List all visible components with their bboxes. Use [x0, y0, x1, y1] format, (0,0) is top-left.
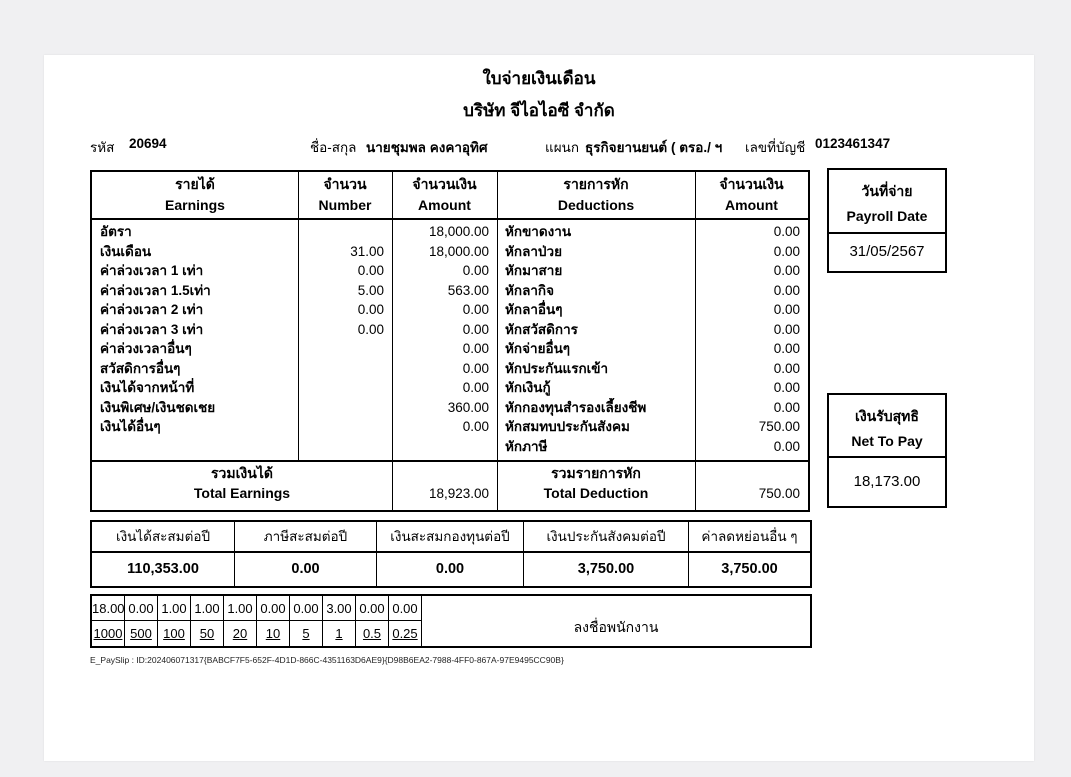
earnings-row-number: 0.00: [357, 263, 384, 278]
deduction-row-label: หักสวัสดิการ: [505, 321, 578, 337]
account-number-value: 0123461347: [815, 136, 891, 151]
deduction-row-amount: 0.00: [773, 321, 800, 337]
earnings-row-amount: 563.00: [447, 282, 489, 298]
department-label: แผนก: [545, 140, 580, 155]
earnings-row-amount: 0.00: [462, 360, 489, 376]
company-name: บริษัท จีไอไอซี จำกัด: [463, 101, 615, 120]
denomination-count: 0.00: [257, 596, 290, 621]
payroll-date-value: 31/05/2567: [849, 243, 925, 260]
denomination-value: 100: [158, 621, 191, 646]
payroll-date-label-en: Payroll Date: [846, 208, 928, 224]
denomination-count: 0.00: [125, 596, 158, 621]
deduction-row-amount: 0.00: [773, 263, 800, 278]
payroll-date-label-th: วันที่จ่าย: [861, 183, 913, 199]
deduction-row-label: หักเงินกู้: [505, 380, 551, 395]
account-number-label: เลขที่บัญชี: [745, 140, 806, 155]
earnings-row-label: เงินพิเศษ/เงินชดเชย: [100, 399, 216, 415]
ytd-value-row: [92, 553, 810, 586]
ytd-value-social-security: 3,750.00: [524, 553, 689, 586]
total-earnings-amount: 18,923.00: [428, 486, 489, 501]
total-earnings-label: [92, 463, 392, 503]
net-to-pay-label-en: Net To Pay: [851, 433, 923, 449]
earnings-row-number: [298, 359, 384, 379]
denomination-value: 1000: [92, 621, 125, 646]
deduction-row-amount: 0.00: [773, 380, 800, 395]
denomination-value: 10: [257, 621, 290, 646]
payslip-title: ใบจ่ายเงินเดือน: [482, 69, 596, 88]
total-earnings-label-en: Total Earnings: [193, 485, 291, 501]
ytd-value-other-allowance: 3,750.00: [721, 561, 778, 577]
deduction-row-amount: 0.00: [773, 282, 800, 298]
earnings-row-number: [298, 222, 384, 242]
earnings-row-label: ค่าล่วงเวลา 3 เท่า: [100, 321, 204, 337]
earnings-row-label: อัตรา: [100, 224, 132, 239]
deduction-row-label: หักกองทุนสำรองเลี้ยงชีพ: [505, 399, 647, 415]
col-header-amount2-th: จำนวนเงิน: [719, 176, 784, 192]
payslip-document: [44, 55, 1034, 761]
col-header-deductions: [497, 172, 695, 218]
col-header-number: [298, 172, 392, 218]
total-deduction-amount: 750.00: [758, 486, 800, 501]
earnings-row-number: [298, 398, 384, 418]
ytd-header-other-allowance: ค่าลดหย่อนอื่น ๆ: [701, 529, 798, 544]
deduction-row-amount: 0.00: [773, 360, 800, 376]
col-header-earnings-en: Earnings: [165, 197, 225, 213]
col-header-number-en: Number: [318, 197, 372, 213]
denomination-table: [90, 594, 812, 648]
earnings-row-label: ค่าล่วงเวลา 2 เท่า: [100, 302, 204, 317]
earnings-row-amount: 0.00: [462, 263, 489, 278]
net-to-pay-value: 18,173.00: [853, 473, 921, 490]
earnings-row-label: เงินเดือน: [100, 243, 152, 259]
col-header-deductions-en: Deductions: [557, 197, 635, 213]
earnings-amount-column: [392, 218, 489, 437]
ytd-value-income: 110,353.00: [92, 553, 235, 586]
employee-signature-label: ลงชื่อพนักงาน: [573, 619, 659, 635]
deduction-row-label: หักสมทบประกันสังคม: [505, 419, 630, 434]
deduction-row-label: หักจ่ายอื่นๆ: [505, 341, 571, 356]
employee-code-label: รหัส: [90, 140, 115, 155]
payslip-id-footer: E_PaySlip : ID:202406071317{BABCF7F5-652F-4D1D-866C-4351163D6AE9}{D98B6EA2-7988-4FF0-867A-97E9495CC90B}: [90, 655, 564, 665]
denomination-value: 20: [224, 621, 257, 646]
ytd-header-income: เงินได้สะสมต่อปี: [92, 522, 235, 551]
department-value: ธุรกิจยานยนต์ ( ตรอ./ ฯ: [585, 140, 723, 155]
totals-divider: [92, 460, 808, 462]
earnings-number-column: [298, 218, 384, 437]
denomination-count: 0.00: [356, 596, 389, 621]
col-header-deductions-th: รายการหัก: [563, 176, 629, 192]
deduction-row-label: หักขาดงาน: [505, 224, 572, 239]
earnings-row-amount: 18,000.00: [428, 224, 489, 239]
col-header-earnings: [92, 172, 298, 218]
deduction-row-amount: 0.00: [773, 302, 800, 317]
earnings-row-amount: 0.00: [462, 380, 489, 395]
deduction-row-amount: 0.00: [773, 399, 800, 415]
denomination-count: 1.00: [158, 596, 191, 621]
denomination-count: 0.00: [290, 596, 323, 621]
earnings-label-column: [100, 218, 292, 437]
earnings-row-amount: 0.00: [462, 302, 489, 317]
earnings-row-number: [298, 417, 384, 437]
earnings-row-number: 0.00: [357, 321, 384, 337]
col-header-amount-th: จำนวนเงิน: [412, 176, 477, 192]
total-deduction-label-en: Total Deduction: [543, 485, 649, 501]
earnings-row-number: 0.00: [357, 302, 384, 317]
deductions-amount-column: [695, 218, 800, 456]
deduction-row-amount: 0.00: [773, 341, 800, 356]
earnings-row-label: เงินได้อื่นๆ: [100, 419, 161, 434]
earnings-row-amount: 0.00: [462, 419, 489, 434]
earnings-row-label: เงินได้จากหน้าที่: [100, 380, 195, 395]
denomination-value: 5: [290, 621, 323, 646]
deduction-row-amount: 0.00: [773, 438, 800, 454]
total-deduction-label-th: รวมรายการหัก: [551, 465, 641, 481]
earnings-row-label: สวัสดิการอื่นๆ: [100, 360, 181, 376]
deductions-label-column: [505, 218, 690, 456]
earnings-row-amount: 0.00: [462, 321, 489, 337]
col-header-amount2-en: Amount: [725, 197, 778, 213]
net-to-pay-box: [827, 393, 947, 508]
earnings-row-amount: 0.00: [462, 341, 489, 356]
deduction-row-amount: 0.00: [773, 224, 800, 239]
col-header-amount-en: Amount: [418, 197, 471, 213]
earnings-row-number: [298, 339, 384, 359]
deduction-row-label: หักภาษี: [505, 438, 548, 454]
employee-code-value: 20694: [129, 136, 167, 151]
earnings-row-number: 5.00: [357, 282, 384, 298]
payroll-date-header: [829, 170, 945, 234]
ytd-value-tax: 0.00: [235, 553, 377, 586]
earnings-row-label: ค่าล่วงเวลาอื่นๆ: [100, 341, 192, 356]
payroll-date-box: [827, 168, 947, 273]
col-header-earnings-th: รายได้: [175, 176, 215, 192]
denomination-value: 0.5: [356, 621, 389, 646]
employee-name-label: ชื่อ-สกุล: [310, 140, 357, 155]
earnings-row-amount: 360.00: [447, 399, 489, 415]
denomination-count: 18.00: [92, 596, 125, 621]
denomination-count: 1.00: [224, 596, 257, 621]
ytd-header-fund: เงินสะสมกองทุนต่อปี: [377, 522, 524, 551]
ytd-header-row: [92, 522, 810, 553]
ytd-header-tax: ภาษีสะสมต่อปี: [235, 522, 377, 551]
deduction-row-label: หักมาสาย: [505, 263, 563, 278]
earnings-row-number: 31.00: [350, 243, 384, 259]
deduction-row-label: หักลาป่วย: [505, 243, 562, 259]
net-to-pay-header: [829, 395, 945, 458]
total-deduction-label: [497, 463, 695, 503]
net-to-pay-label-th: เงินรับสุทธิ: [855, 408, 919, 424]
denomination-count: 3.00: [323, 596, 356, 621]
deduction-row-amount: 0.00: [773, 243, 800, 259]
employee-name-value: นายชุมพล คงคาอุทิศ: [366, 140, 488, 155]
col-header-number-th: จำนวน: [323, 176, 367, 192]
denomination-count: 0.00: [389, 596, 422, 621]
deduction-row-label: หักลากิจ: [505, 282, 555, 298]
denomination-value: 0.25: [389, 621, 422, 646]
deduction-row-label: หักลาอื่นๆ: [505, 302, 563, 317]
deduction-row-label: หักประกันแรกเข้า: [505, 360, 609, 376]
col-header-amount: [392, 172, 497, 218]
total-earnings-label-th: รวมเงินได้: [211, 465, 273, 481]
col-header-amount2: [695, 172, 808, 218]
denomination-value: 1: [323, 621, 356, 646]
denomination-value: 500: [125, 621, 158, 646]
earnings-row-label: ค่าล่วงเวลา 1 เท่า: [100, 263, 204, 278]
earnings-row-number: [298, 378, 384, 398]
denomination-value: 50: [191, 621, 224, 646]
ytd-summary-table: [90, 520, 812, 588]
ytd-header-social-security: เงินประกันสังคมต่อปี: [524, 522, 689, 551]
earnings-deductions-table: [90, 170, 810, 512]
denomination-count: 1.00: [191, 596, 224, 621]
earnings-row-label: ค่าล่วงเวลา 1.5เท่า: [100, 282, 211, 298]
ytd-value-fund: 0.00: [377, 553, 524, 586]
deduction-row-amount: 750.00: [758, 419, 800, 434]
earnings-row-amount: 18,000.00: [428, 243, 489, 259]
